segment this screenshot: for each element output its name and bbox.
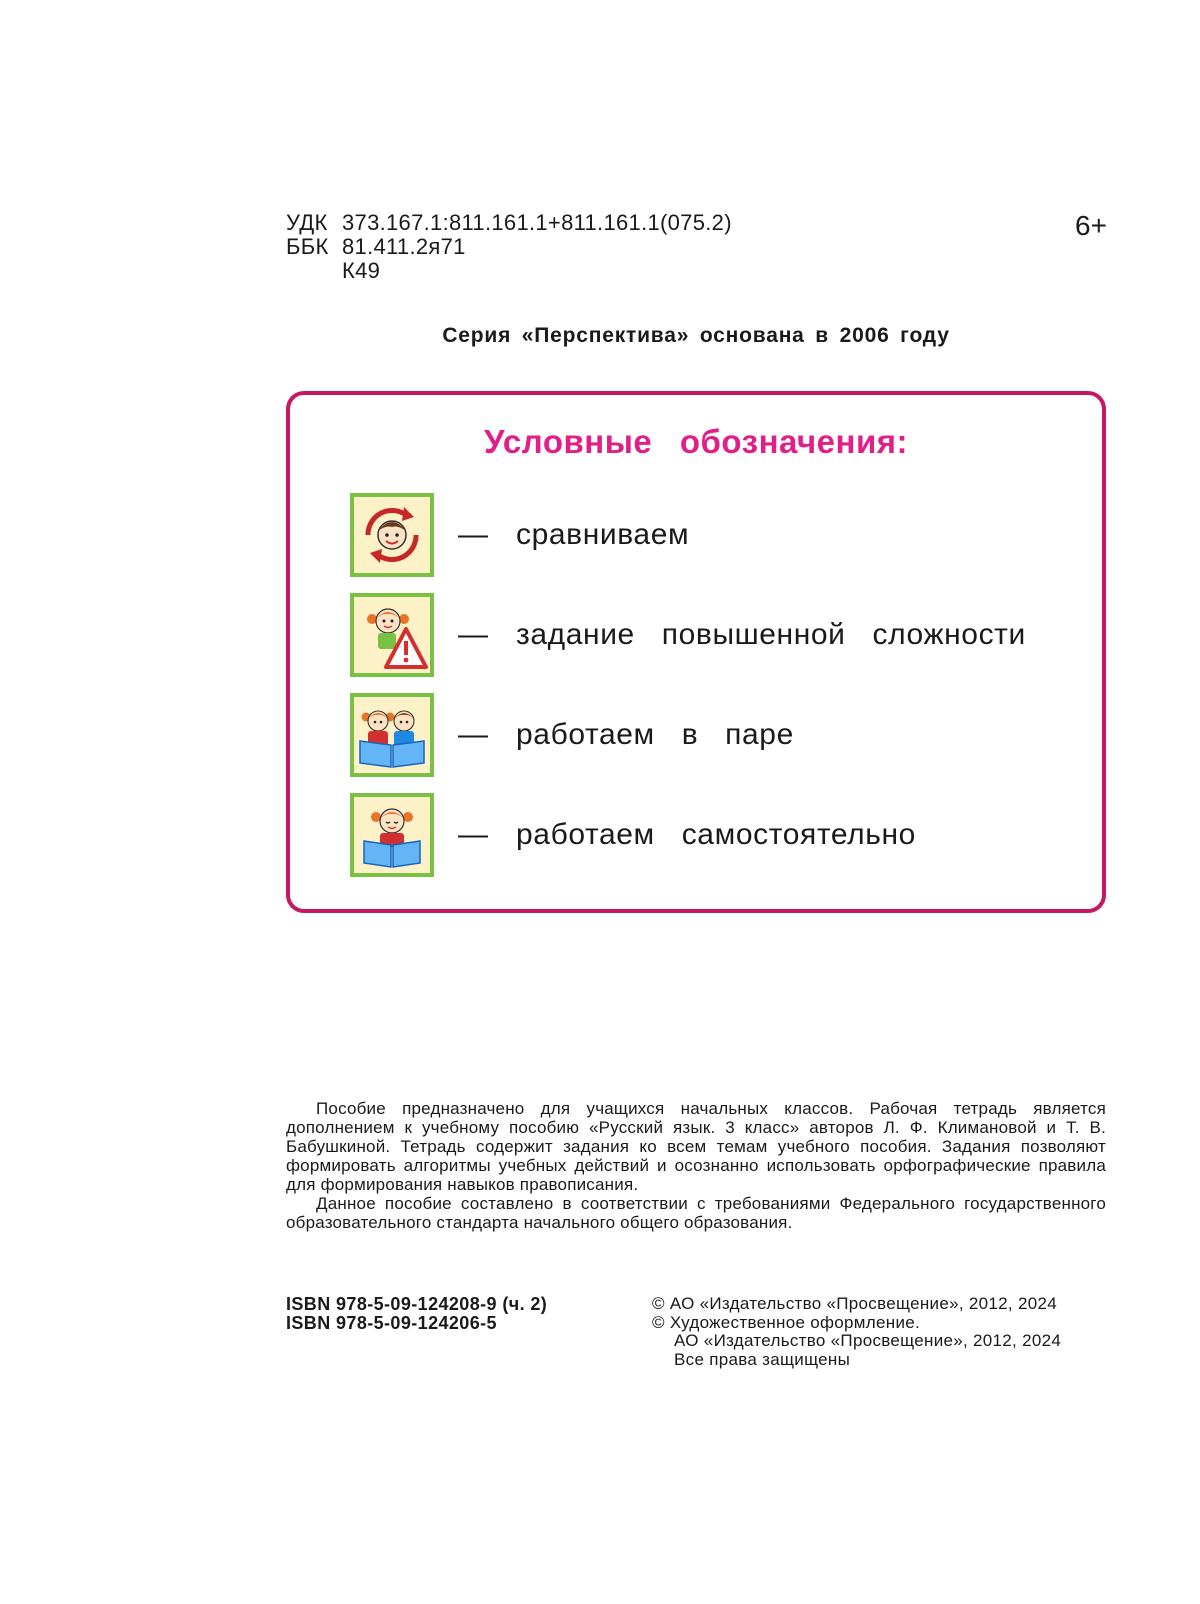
legend-dash: — <box>458 718 488 751</box>
bibliographic-block <box>286 211 732 283</box>
isbn-block <box>286 1295 547 1333</box>
legend-label-compare: сравниваем <box>516 518 690 551</box>
udk-line <box>286 211 732 235</box>
legend-dash: — <box>458 618 488 651</box>
description-paragraph: Пособие предназначено для учащихся начальных классов. Рабочая тетрадь является дополнением к учебному пособию «Русский язык. 3 класс» авторов Л. Ф. Климановой и Т. В. Бабушкиной. Тетрадь содержит задания ко всем темам учебного пособия. Задания позволяют формировать алгоритмы учебных действий и осознанно использовать орфографические правила для формирования навыков правописания. <box>286 1099 1106 1194</box>
isbn-line: ISBN 978-5-09-124206-5 <box>286 1313 497 1333</box>
legend-box <box>286 391 1106 913</box>
compare-icon <box>350 493 434 577</box>
copyright-block <box>652 1295 1061 1369</box>
copyright-line: © АО «Издательство «Просвещение», 2012, 2024 <box>652 1294 1057 1313</box>
age-rating: 6+ <box>1075 210 1107 241</box>
legend-row-advanced-task <box>350 593 1026 677</box>
series-line: Серия «Перспектива» основана в 2006 году <box>442 324 950 347</box>
bbk-label: ББК <box>286 234 329 259</box>
legend-dash: — <box>458 818 488 851</box>
udk-value: 373.167.1:811.161.1+811.161.1(075.2) <box>342 210 732 235</box>
author-mark-line <box>286 259 732 283</box>
description-paragraph: Данное пособие составлено в соответствии с требованиями Федерального государственного образовательного стандарта начального общего образования. <box>286 1194 1106 1232</box>
independent-work-icon <box>350 793 434 877</box>
pair-work-icon <box>350 693 434 777</box>
legend-label-independent-work: работаем самостоятельно <box>516 818 916 851</box>
legend-row-compare <box>350 493 689 577</box>
legend-row-independent-work <box>350 793 916 877</box>
copyright-line: © Художественное оформление. <box>652 1312 921 1332</box>
legend-title: Условные обозначения: <box>483 423 909 460</box>
copyright-line: АО «Издательство «Просвещение», 2012, 2024 <box>674 1331 1062 1350</box>
udk-label: УДК <box>286 210 328 235</box>
legend-label-pair-work: работаем в паре <box>516 718 794 751</box>
advanced-task-icon <box>350 593 434 677</box>
legend-dash: — <box>458 518 488 551</box>
bbk-line <box>286 235 732 259</box>
bbk-value: 81.411.2я71 <box>342 234 466 259</box>
author-mark: К49 <box>342 258 381 283</box>
legend-label-advanced-task: задание повышенной сложности <box>516 618 1026 651</box>
legend-row-pair-work <box>350 693 794 777</box>
description <box>286 1099 1106 1232</box>
copyright-line: Все права защищены <box>674 1349 851 1369</box>
isbn-line: ISBN 978-5-09-124208-9 (ч. 2) <box>286 1294 548 1314</box>
